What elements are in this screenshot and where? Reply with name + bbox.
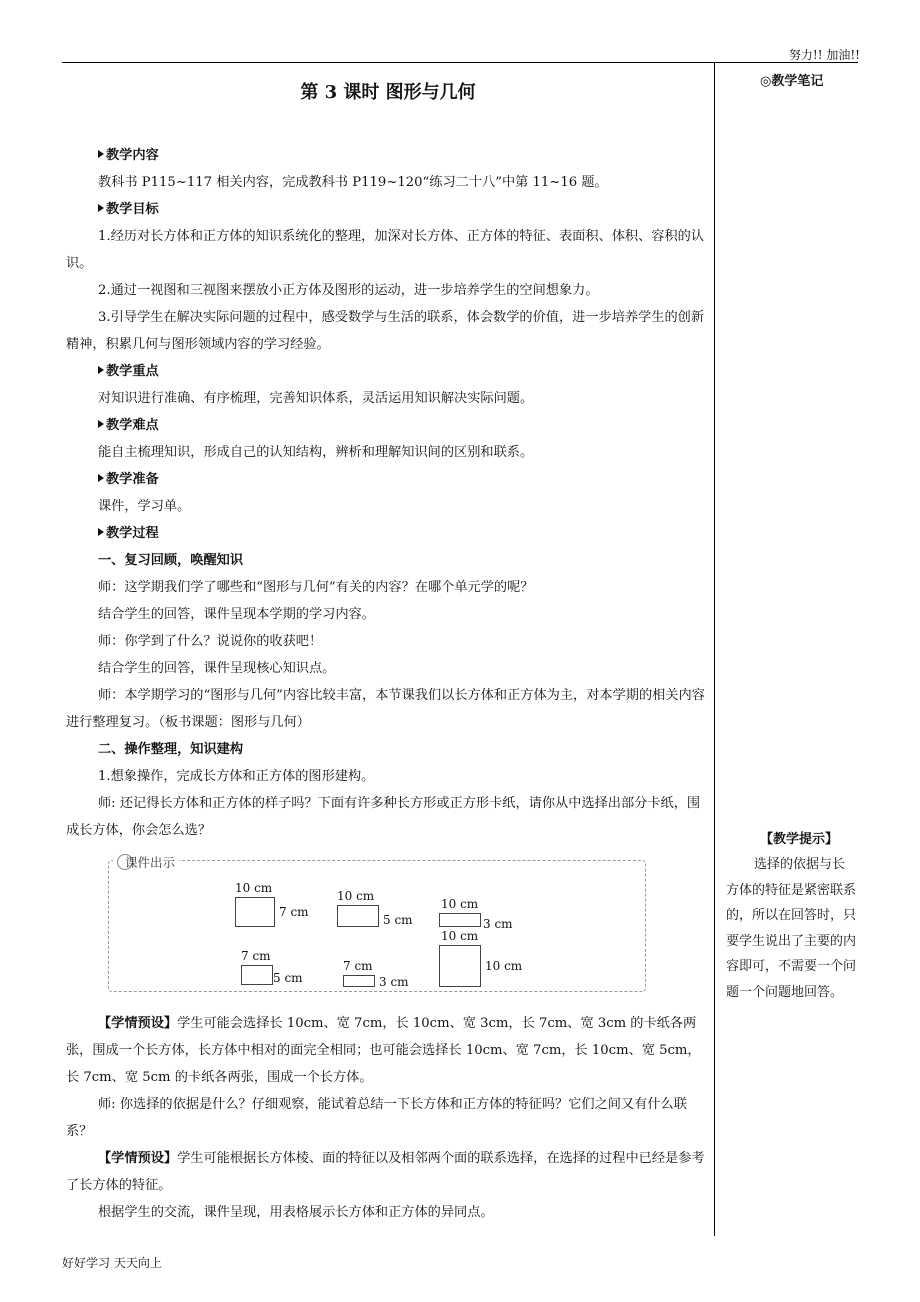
card-label: 7 cm (343, 959, 373, 973)
section-heading-difficulty: 教学难点 (66, 412, 710, 439)
triangle-icon (98, 366, 104, 374)
card-label: 10 cm (441, 929, 479, 943)
part1-heading: 一、复习回顾，唤醒知识 (98, 553, 244, 568)
paragraph: 师: 还记得长方体和正方体的样子吗？下面有许多种长方形或正方形卡纸，请你从中选择出部分卡纸，围成长方体，你会怎么选？ (66, 796, 701, 838)
card-label: 5 cm (273, 971, 303, 985)
paragraph: 结合学生的回答，课件呈现本学期的学习内容。 (98, 607, 375, 622)
card-label: 7 cm (279, 905, 309, 919)
paragraph: 师: 你选择的依据是什么？仔细观察，能试着总结一下长方体和正方体的特征吗？它们之间又有什么联系？ (66, 1097, 687, 1139)
paragraph: 结合学生的回答，课件呈现核心知识点。 (98, 661, 336, 676)
paragraph: 1.想象操作，完成长方体和正方体的图形建构。 (98, 769, 375, 784)
column-divider (714, 62, 715, 1236)
card-label: 10 cm (235, 881, 273, 895)
page-title: 第 3 课时 图形与几何 (300, 82, 476, 103)
paragraph: 【学情预设】学生可能根据长方体棱、面的特征以及相邻两个面的联系选择，在选择的过程中已经是参考了长方体的特征。 (66, 1151, 705, 1193)
difficulty-text: 能自主梳理知识，形成自己的认知结构，辨析和理解知识间的区别和联系。 (98, 445, 534, 460)
card-7x5 (241, 965, 273, 985)
triangle-icon (98, 474, 104, 482)
tip-body: 选择的依据与长方体的特征是紧密联系的，所以在回答时，只要学生说出了主要的内容即可，不需要一个问题一个问题地回答。 (726, 857, 857, 1000)
triangle-icon (98, 528, 104, 536)
footer-text: 好好学习 天天向上 (62, 1256, 162, 1270)
main-content (66, 142, 710, 1226)
card-10x5 (337, 905, 379, 927)
content-text: 教科书 P115~117 相关内容，完成教科书 P119~120“练习二十八”中第 11~16 题。 (98, 175, 608, 190)
card-label: 3 cm (483, 917, 513, 931)
notes-title: ◎教学笔记 (760, 74, 824, 89)
section-heading-process: 教学过程 (66, 520, 710, 547)
section-heading-content: 教学内容 (66, 142, 710, 169)
card-10x10 (439, 945, 481, 987)
goal-1: 1.经历对长方体和正方体的知识系统化的整理，加深对长方体、正方体的特征、表面积、体积、容积的认识。 (66, 229, 705, 271)
section-heading-prep: 教学准备 (66, 466, 710, 493)
card-label: 10 cm (441, 897, 479, 911)
top-divider (62, 62, 858, 63)
paragraph: 师：你学到了什么？说说你的收获吧！ (98, 634, 323, 649)
section-heading-goals: 教学目标 (66, 196, 710, 223)
card-10x7 (235, 897, 275, 927)
paragraph: 师：本学期学习的“图形与几何”内容比较丰富，本节课我们以长方体和正方体为主，对本学期的相关内容进行整理复习。（板书课题：图形与几何） (66, 688, 705, 730)
part2-heading: 二、操作整理，知识建构 (98, 742, 244, 757)
key-text: 对知识进行准确、有序梳理，完善知识体系，灵活运用知识解决实际问题。 (98, 391, 534, 406)
card-label: 7 cm (241, 949, 271, 963)
goal-2: 2.通过一视图和三视图来摆放小正方体及图形的运动，进一步培养学生的空间想象力。 (98, 283, 599, 298)
card-10x3 (439, 913, 481, 927)
section-heading-key: 教学重点 (66, 358, 710, 385)
card-label: 5 cm (383, 913, 413, 927)
triangle-icon (98, 420, 104, 428)
prep-text: 课件，学习单。 (98, 499, 191, 514)
courseware-figure (108, 855, 646, 992)
triangle-icon (98, 204, 104, 212)
card-7x3 (343, 975, 375, 987)
triangle-icon (98, 150, 104, 158)
goal-3: 3.引导学生在解决实际问题的过程中，感受数学与生活的联系，体会数学的价值，进一步培养学生的创新精神，积累几何与图形领域内容的学习经验。 (66, 310, 705, 352)
card-label: 3 cm (379, 975, 409, 989)
card-label: 10 cm (337, 889, 375, 903)
paragraph: 师：这学期我们学了哪些和“图形与几何”有关的内容？在哪个单元学的呢？ (98, 580, 534, 595)
tip-title: 【教学提示】 (760, 832, 839, 847)
paragraph: 根据学生的交流，课件呈现，用表格展示长方体和正方体的异同点。 (98, 1205, 494, 1220)
card-label: 10 cm (485, 959, 523, 973)
figure-label: 课件出示 (113, 849, 179, 876)
paragraph: 【学情预设】学生可能会选择长 10cm、宽 7cm，长 10cm、宽 3cm，长 7cm、宽 3cm 的卡纸各两张，围成一个长方体，长方体中相对的面完全相同；也可能会选择长 10cm、宽 7cm，长 10cm、宽 5cm，长 7cm、宽 5cm 的卡纸各两张，围成一个长方体。 (66, 1016, 701, 1085)
header-slogan: 努力!! 加油!! (788, 48, 860, 62)
